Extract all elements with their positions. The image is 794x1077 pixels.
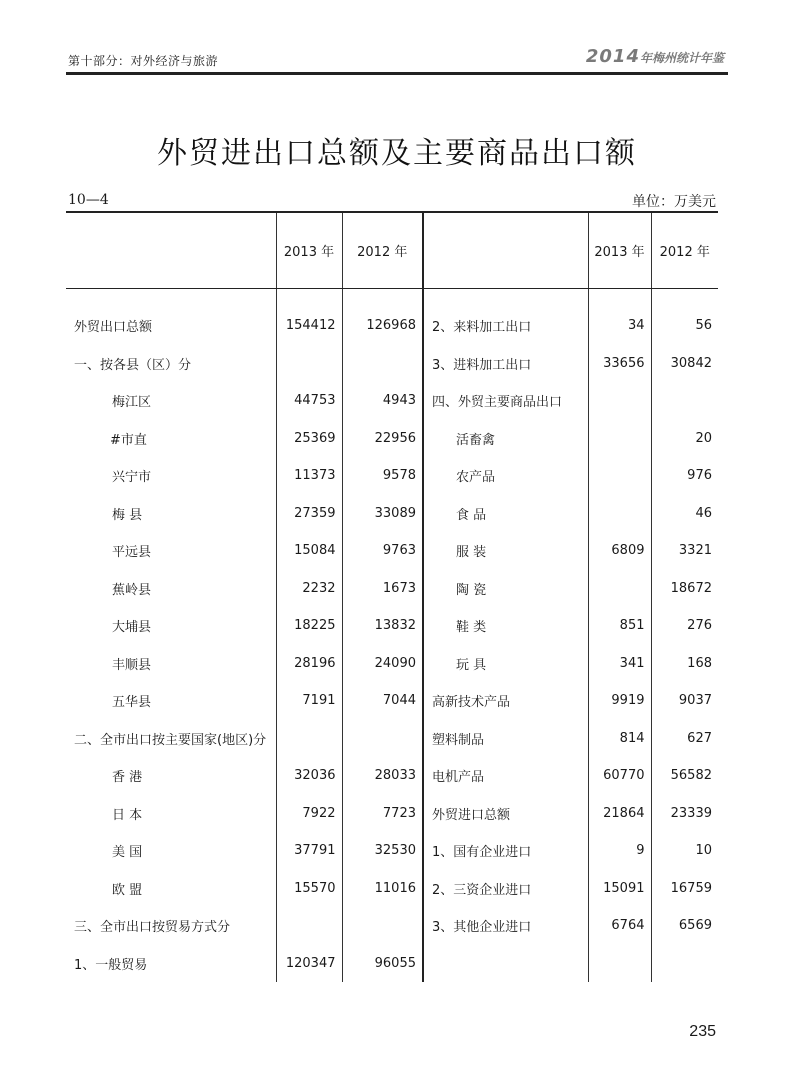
row-label-left: 丰顺县 <box>112 657 152 673</box>
row-label-right: 塑料制品 <box>423 720 588 758</box>
yearbook-header <box>586 46 724 67</box>
value-2012-right: 16759 <box>651 870 718 908</box>
value-2013-right: 6809 <box>588 532 651 570</box>
spacer-row <box>66 289 718 308</box>
unit-label: 单位：万美元 <box>632 194 716 210</box>
row-label-left: 美 国 <box>112 845 143 861</box>
table-row <box>66 457 718 495</box>
header-2012-left: 2012 年 <box>342 212 423 289</box>
value-2012-right: 20 <box>651 420 718 458</box>
value-2012-right: 23339 <box>651 795 718 833</box>
row-label-right: 服 装 <box>423 532 588 570</box>
table-row <box>66 570 718 608</box>
value-2012-left: 11016 <box>342 870 423 908</box>
value-2013-left: 32036 <box>276 757 342 795</box>
row-label-left: 兴宁市 <box>112 470 152 486</box>
table-row <box>66 907 718 945</box>
section-header: 第十部分：对外经济与旅游 <box>68 54 219 68</box>
table-body <box>66 289 718 983</box>
value-2012-right: 18672 <box>651 570 718 608</box>
row-label-right: 1、国有企业进口 <box>423 832 588 870</box>
value-2012-left: 22956 <box>342 420 423 458</box>
header-blank-left <box>66 212 276 289</box>
table-row <box>66 682 718 720</box>
value-2013-left: 11373 <box>276 457 342 495</box>
value-2013-right: 341 <box>588 645 651 683</box>
value-2012-right: 3321 <box>651 532 718 570</box>
value-2013-right <box>588 945 651 983</box>
value-2012-left <box>342 720 423 758</box>
value-2013-left: 120347 <box>276 945 342 983</box>
value-2013-left: 15570 <box>276 870 342 908</box>
value-2012-left: 9578 <box>342 457 423 495</box>
value-2012-left: 126968 <box>342 307 423 345</box>
value-2013-right: 60770 <box>588 757 651 795</box>
table-header-row <box>66 212 718 289</box>
row-label-right: 外贸进口总额 <box>423 795 588 833</box>
table-row <box>66 757 718 795</box>
table-row <box>66 832 718 870</box>
row-label-right: 活畜禽 <box>423 420 588 458</box>
row-label-left: 香 港 <box>112 770 143 786</box>
value-2013-right <box>588 457 651 495</box>
row-label-left: 二、全市出口按主要国家(地区)分 <box>74 732 267 748</box>
row-label-left: 外贸出口总额 <box>74 320 153 336</box>
row-label-right: 鞋 类 <box>423 607 588 645</box>
table-row <box>66 307 718 345</box>
row-label-left: 欧 盟 <box>112 882 143 898</box>
row-label-left: 梅 县 <box>112 507 143 523</box>
value-2012-left: 96055 <box>342 945 423 983</box>
row-label-right: 农产品 <box>423 457 588 495</box>
value-2013-left: 7922 <box>276 795 342 833</box>
table-row <box>66 870 718 908</box>
value-2013-right: 21864 <box>588 795 651 833</box>
value-2012-right: 56 <box>651 307 718 345</box>
row-label-right: 高新技术产品 <box>423 682 588 720</box>
row-label-right: 陶 瓷 <box>423 570 588 608</box>
row-label-right: 玩 具 <box>423 645 588 683</box>
row-label-left: 五华县 <box>112 695 152 711</box>
row-label-right: 食 品 <box>423 495 588 533</box>
table-row <box>66 607 718 645</box>
row-label-right <box>423 945 588 983</box>
header-2012-right: 2012 年 <box>651 212 718 289</box>
row-label-right: 2、来料加工出口 <box>423 307 588 345</box>
row-label-left: 梅江区 <box>112 395 152 411</box>
value-2012-right: 9037 <box>651 682 718 720</box>
value-2013-left: 25369 <box>276 420 342 458</box>
value-2013-right: 9919 <box>588 682 651 720</box>
value-2012-left: 9763 <box>342 532 423 570</box>
row-label-right: 2、三资企业进口 <box>423 870 588 908</box>
value-2013-left: 28196 <box>276 645 342 683</box>
value-2013-left <box>276 720 342 758</box>
header-2013-right: 2013 年 <box>588 212 651 289</box>
value-2012-left: 24090 <box>342 645 423 683</box>
value-2013-right <box>588 420 651 458</box>
value-2012-right: 276 <box>651 607 718 645</box>
page-title: 外贸进出口总额及主要商品出口额 <box>157 136 637 171</box>
row-label-left: 大埔县 <box>112 620 152 636</box>
yearbook-name: 年梅州统计年鉴 <box>639 51 724 65</box>
row-label-right: 3、其他企业进口 <box>423 907 588 945</box>
table-row <box>66 645 718 683</box>
value-2013-right <box>588 495 651 533</box>
trade-table <box>66 211 718 982</box>
value-2013-right <box>588 570 651 608</box>
value-2013-right: 33656 <box>588 345 651 383</box>
value-2013-left: 2232 <box>276 570 342 608</box>
value-2012-left: 32530 <box>342 832 423 870</box>
value-2012-left <box>342 907 423 945</box>
value-2012-left: 28033 <box>342 757 423 795</box>
row-label-left: 平远县 <box>112 545 152 561</box>
row-label-left: 日 本 <box>112 807 143 823</box>
table-row <box>66 720 718 758</box>
value-2012-left: 4943 <box>342 382 423 420</box>
table-row <box>66 345 718 383</box>
value-2013-left: 15084 <box>276 532 342 570</box>
row-label-left: #市直 <box>110 432 147 448</box>
value-2012-right: 30842 <box>651 345 718 383</box>
value-2012-left: 1673 <box>342 570 423 608</box>
value-2013-left <box>276 345 342 383</box>
header-rule <box>66 72 728 75</box>
value-2012-right: 627 <box>651 720 718 758</box>
value-2013-right: 851 <box>588 607 651 645</box>
value-2013-right: 9 <box>588 832 651 870</box>
header-2013-left: 2013 年 <box>276 212 342 289</box>
value-2012-left <box>342 345 423 383</box>
value-2013-right: 6764 <box>588 907 651 945</box>
value-2013-left: 27359 <box>276 495 342 533</box>
value-2012-right: 56582 <box>651 757 718 795</box>
row-label-left: 一、按各县（区）分 <box>74 357 192 373</box>
value-2012-right <box>651 382 718 420</box>
row-label-right: 3、进料加工出口 <box>423 345 588 383</box>
table-row <box>66 795 718 833</box>
value-2013-left: 37791 <box>276 832 342 870</box>
value-2012-right: 976 <box>651 457 718 495</box>
value-2013-right: 15091 <box>588 870 651 908</box>
table-number: 10—4 <box>68 192 109 208</box>
table-row <box>66 495 718 533</box>
value-2012-left: 33089 <box>342 495 423 533</box>
value-2013-left: 18225 <box>276 607 342 645</box>
value-2012-right: 6569 <box>651 907 718 945</box>
value-2012-left: 7044 <box>342 682 423 720</box>
page-number: 235 <box>689 1023 716 1040</box>
value-2012-left: 13832 <box>342 607 423 645</box>
value-2013-left: 44753 <box>276 382 342 420</box>
value-2012-right: 168 <box>651 645 718 683</box>
yearbook-year: 2014 <box>585 46 640 67</box>
table-row <box>66 382 718 420</box>
value-2012-right: 46 <box>651 495 718 533</box>
header-blank-right <box>423 212 588 289</box>
value-2012-right: 10 <box>651 832 718 870</box>
value-2013-left <box>276 907 342 945</box>
value-2013-left: 154412 <box>276 307 342 345</box>
row-label-right: 四、外贸主要商品出口 <box>423 382 588 420</box>
row-label-left: 三、全市出口按贸易方式分 <box>74 920 231 936</box>
value-2013-right: 34 <box>588 307 651 345</box>
value-2013-left: 7191 <box>276 682 342 720</box>
row-label-left: 蕉岭县 <box>112 582 152 598</box>
value-2013-right: 814 <box>588 720 651 758</box>
table-row <box>66 532 718 570</box>
row-label-right: 电机产品 <box>423 757 588 795</box>
value-2012-right <box>651 945 718 983</box>
table-row <box>66 420 718 458</box>
value-2013-right <box>588 382 651 420</box>
value-2012-left: 7723 <box>342 795 423 833</box>
table-row <box>66 945 718 983</box>
row-label-left: 1、一般贸易 <box>74 957 148 973</box>
